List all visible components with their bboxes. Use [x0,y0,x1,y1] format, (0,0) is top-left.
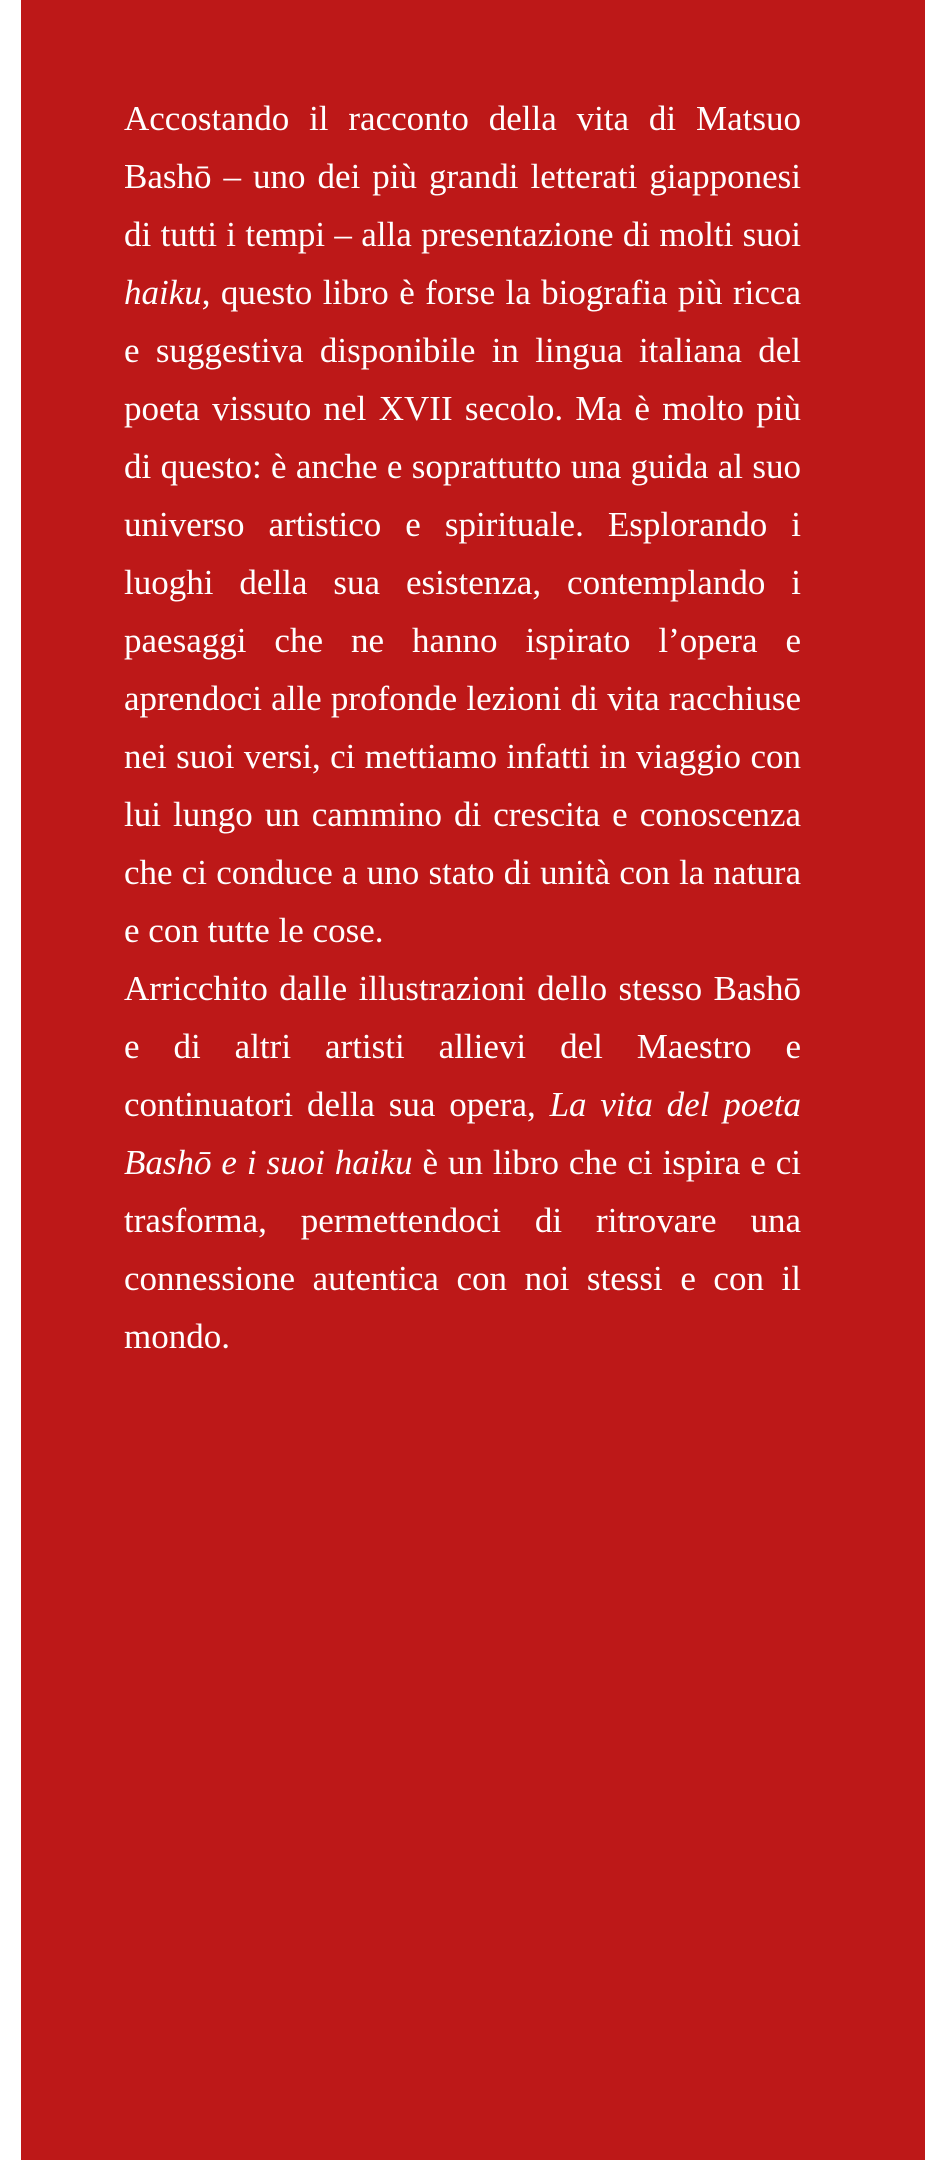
left-margin-strip [0,0,21,2160]
p2-text-start: Arricchito dalle illustrazioni dello stesso Bashō e di altri artisti allievi del Maestro e continuatori della sua opera, [124,969,801,1124]
p2-book-title: La vita del poeta Bashō e i suoi haiku [124,1085,801,1182]
p2-text-end: è un libro che ci ispira e ci trasforma, permettendoci di ritrovare una connessione autentica con noi stessi e con il mondo. [124,1143,801,1356]
blurb-paragraph-1 [124,90,801,960]
back-cover-blurb [124,90,801,1366]
blurb-paragraph-2 [124,960,801,1366]
p1-italic-haiku: haiku [124,273,202,312]
p1-text-end: , questo libro è forse la biografia più ricca e suggestiva disponibile in lingua italiana del poeta vissuto nel XVII secolo. Ma è molto più di questo: è anche e soprattutto una guida al suo universo artistico e spirituale. Esplorando i luoghi della sua esistenza, contemplando i paesaggi che ne hanno ispirato l’opera e aprendoci alle profonde lezioni di vita racchiuse nei suoi versi, ci mettiamo infatti in viaggio con lui lungo un cammino di crescita e conoscenza che ci conduce a uno stato di unità con la natura e con tutte le cose. [124,273,801,950]
p1-text-start: Accostando il racconto della vita di Matsuo Bashō – uno dei più grandi letterati giapponesi di tutti i tempi – alla presentazione di molti suoi [124,99,801,254]
